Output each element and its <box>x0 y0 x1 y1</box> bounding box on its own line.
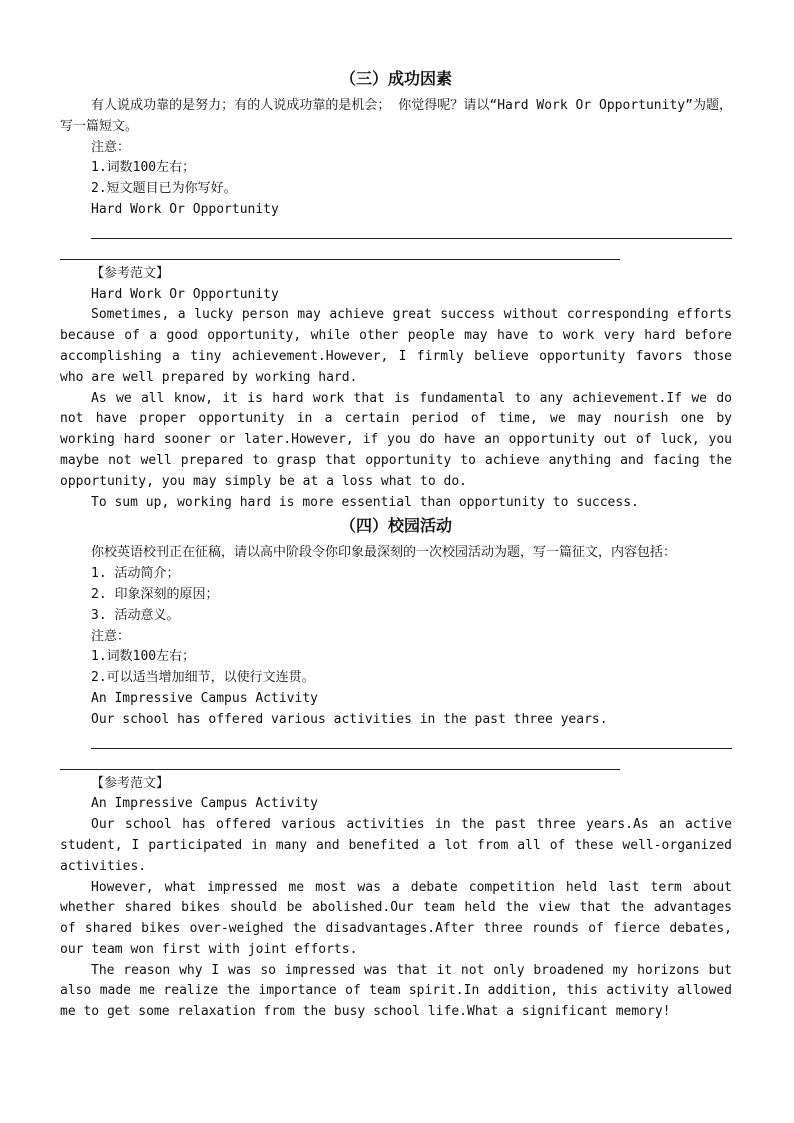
section-3-prompt: 有人说成功靠的是努力；有的人说成功靠的是机会； 你觉得呢？请以“Hard Work Or Opportunity”为题，写一篇短文。 <box>60 98 732 134</box>
sample-paragraph: To sum up, working hard is more essential than opportunity to success. <box>91 494 639 510</box>
answer-line <box>60 749 620 770</box>
content-item: 2. 印象深刻的原因； <box>91 586 219 602</box>
content-item: 1. 活动简介； <box>91 566 180 582</box>
note-label: 注意： <box>91 628 131 644</box>
sample-title: Hard Work Or Opportunity <box>91 286 279 302</box>
sample-title: An Impressive Campus Activity <box>91 796 318 812</box>
section-4-content-items <box>60 564 732 730</box>
answer-line <box>91 731 732 749</box>
note-item: 2.可以适当增加细节，以使行文连贯。 <box>91 670 315 686</box>
sample-paragraph: As we all know, it is hard work that is fundamental to any achievement.If we do not have proper opportunity in a certain period of time, we may nourish one by working hard sooner or later.However, if you do have an opportunity out of luck, you maybe not well prepared to grasp that opportunity to achieve anything and facing the opportunity, you may simply be at a loss what to do. <box>60 390 732 489</box>
sample-paragraph: Our school has offered various activities in the past three years.As an active student, I participated in many and benefited a lot from all of these well-organized activities. <box>60 817 732 874</box>
note-item: 1.词数100左右； <box>91 160 196 176</box>
section-3-heading: （三）成功因素 <box>339 69 452 88</box>
section-3-notes <box>60 138 732 221</box>
sample-label: 【参考范文】 <box>91 775 170 791</box>
content-item: 3. 活动意义。 <box>91 607 180 623</box>
essay-start: Our school has offered various activities in the past three years. <box>91 711 608 727</box>
sample-header <box>60 774 732 816</box>
essay-title: An Impressive Campus Activity <box>91 690 318 706</box>
note-item: 2.短文题目已为你写好。 <box>91 181 237 197</box>
note-item: 1.词数100左右； <box>91 649 196 665</box>
sample-paragraph: However, what impressed me most was a debate competition held last term about whether shared bikes should be abolished.Our team held the view that the advantages of shared bikes over-weighed the disadvantages.After three rounds of fierce debates, our team won first with joint efforts. <box>60 879 732 957</box>
answer-line <box>91 221 732 239</box>
note-label: 注意： <box>91 139 131 155</box>
essay-title: Hard Work Or Opportunity <box>91 201 279 217</box>
sample-paragraph: Sometimes, a lucky person may achieve great success without corresponding efforts because of a good opportunity, while other people may have to work very hard before accomplishing a tiny achievement.However, I firmly believe opportunity favors those who are well prepared by working hard. <box>60 307 732 385</box>
section-4-heading: （四）校园活动 <box>339 516 452 536</box>
sample-header <box>60 264 732 306</box>
answer-line <box>60 239 620 260</box>
sample-paragraph: The reason why I was so impressed was that it not only broadened my horizons but also made me realize the importance of team spirit.In addition, this activity allowed me to get some relaxation from the busy school life.What a significant memory! <box>60 962 732 1020</box>
section-4-prompt: 你校英语校刊正在征稿，请以高中阶段令你印象最深刻的一次校园活动为题，写一篇征文，内容包括： <box>91 545 677 561</box>
sample-label: 【参考范文】 <box>91 265 170 281</box>
